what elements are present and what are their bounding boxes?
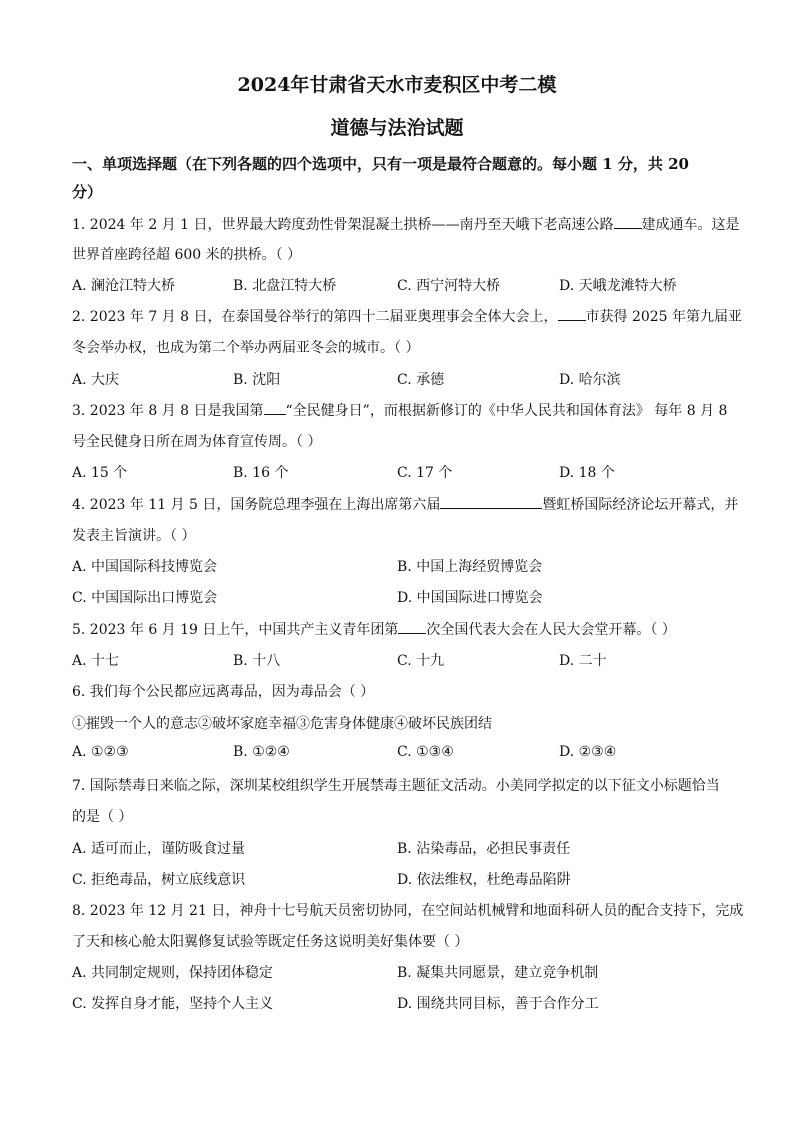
question-2-line2: 冬会举办权，也成为第二个举办两届亚冬会的城市。（ ）: [72, 340, 420, 356]
question-7-line1: 7. 国际禁毒日来临之际，深圳某校组织学生开展禁毒主题征文活动。小美同学拟定的以下征文小标题恰当: [72, 778, 720, 794]
question-6-statements: ①摧毁一个人的意志②破坏家庭幸福③危害身体健康④破坏民族团结: [72, 716, 492, 732]
question-1-option-a: A. 澜沧江特大桥: [72, 278, 176, 294]
question-1-text-a: 1. 2024 年 2 月 1 日，世界最大跨度劲性骨架混凝土拱桥——南丹至天峨下老高速公路: [72, 217, 614, 233]
question-5-text-a: 5. 2023 年 6 月 19 日上午，中国共产主义青年团第: [72, 622, 399, 638]
question-8-line2: 了天和核心舱太阳翼修复试验等既定任务这说明美好集体要（ ）: [72, 934, 469, 950]
question-5-option-b: B. 十八: [233, 653, 281, 669]
question-3-line1: [72, 400, 727, 420]
question-4-option-b: B. 中国上海经贸博览会: [397, 559, 543, 575]
question-6-option-c: C. ①③④: [397, 744, 454, 760]
question-4-option-c: C. 中国国际出口博览会: [72, 590, 218, 606]
question-1-line2: 世界首座跨径超 600 米的拱桥。（ ）: [72, 247, 302, 263]
question-3-option-d: D. 18 个: [559, 465, 615, 481]
question-1-option-c: C. 西宁河特大桥: [397, 278, 501, 294]
question-2-text-a: 2. 2023 年 7 月 8 日，在泰国曼谷举行的第四十二届亚奥理事会全体大会上，: [72, 309, 558, 325]
question-3-option-b: B. 16 个: [233, 465, 289, 481]
answer-blank: [558, 306, 586, 321]
question-2-option-b: B. 沈阳: [233, 372, 281, 388]
question-4-text-a: 4. 2023 年 11 月 5 日，国务院总理李强在上海出席第六届: [72, 497, 441, 513]
question-4-line1: [72, 494, 738, 514]
answer-blank: [264, 400, 286, 415]
question-8-option-a: A. 共同制定规则，保持团体稳定: [72, 965, 274, 981]
question-7-option-a: A. 适可而止，谨防吸食过量: [72, 841, 246, 857]
question-1-option-d: D. 天峨龙滩特大桥: [559, 278, 677, 294]
question-8-option-d: D. 围绕共同目标，善于合作分工: [397, 996, 599, 1012]
question-4-option-a: A. 中国国际科技博览会: [72, 559, 218, 575]
question-5-option-c: C. 十九: [397, 653, 445, 669]
question-6-option-d: D. ②③④: [559, 744, 617, 760]
question-2-option-a: A. 大庆: [72, 372, 120, 388]
question-6-line1: 6. 我们每个公民都应远离毒品，因为毒品会（ ）: [72, 684, 375, 700]
question-7-line2: 的是（ ）: [72, 809, 133, 825]
answer-blank: [440, 494, 542, 509]
question-4-text-b: 暨虹桥国际经济论坛开幕式，并: [542, 497, 739, 513]
question-3-line2: 号全民健身日所在周为体育宣传周。（ ）: [72, 434, 322, 450]
question-2-text-b: 市获得 2025 年第九届亚: [585, 309, 743, 325]
question-1-line1: [72, 214, 740, 234]
section-heading-line2: 分）: [72, 183, 103, 201]
question-6-option-b: B. ①②④: [233, 744, 290, 760]
question-2-line1: [72, 306, 742, 326]
question-3-text-a: 3. 2023 年 8 月 8 日是我国第: [72, 403, 264, 419]
section-heading-line1: 一、单项选择题（在下列各题的四个选项中，只有一项是最符合题意的。每小题 1 分，共 20: [72, 155, 689, 173]
question-6-option-a: A. ①②③: [72, 744, 129, 760]
question-1-option-b: B. 北盘江特大桥: [233, 278, 337, 294]
question-4-option-d: D. 中国国际进口博览会: [397, 590, 543, 606]
question-2-option-d: D. 哈尔滨: [559, 372, 621, 388]
exam-subtitle: 道德与法治试题: [330, 117, 464, 139]
question-3-option-a: A. 15 个: [72, 465, 128, 481]
question-5-text-b: 次全国代表大会在人民大会堂开幕。（ ）: [426, 622, 676, 638]
question-5-option-a: A. 十七: [72, 653, 120, 669]
exam-title: 2024年甘肃省天水市麦积区中考二模: [237, 74, 557, 96]
question-4-line2: 发表主旨演讲。（ ）: [72, 528, 196, 544]
question-8-option-c: C. 发挥自身才能，坚持个人主义: [72, 996, 274, 1012]
question-8-line1: 8. 2023 年 12 月 21 日，神舟十七号航天员密切协同，在空间站机械臂和地面科研人员的配合支持下，完成: [72, 903, 744, 919]
question-7-option-c: C. 拒绝毒品，树立底线意识: [72, 872, 246, 888]
question-5-line1: [72, 619, 676, 639]
question-7-option-b: B. 沾染毒品，必担民事责任: [397, 841, 571, 857]
question-8-option-b: B. 凝集共同愿景，建立竞争机制: [397, 965, 599, 981]
question-5-option-d: D. 二十: [559, 653, 607, 669]
question-7-option-d: D. 依法维权，杜绝毒品陷阱: [397, 872, 571, 888]
answer-blank: [398, 619, 426, 634]
question-3-option-c: C. 17 个: [397, 465, 453, 481]
question-2-option-c: C. 承德: [397, 372, 445, 388]
question-1-text-b: 建成通车。这是: [641, 217, 740, 233]
answer-blank: [614, 214, 642, 229]
question-3-text-b: “全民健身日”，而根据新修订的《中华人民共和国体育法》 每年 8 月 8: [285, 403, 728, 419]
